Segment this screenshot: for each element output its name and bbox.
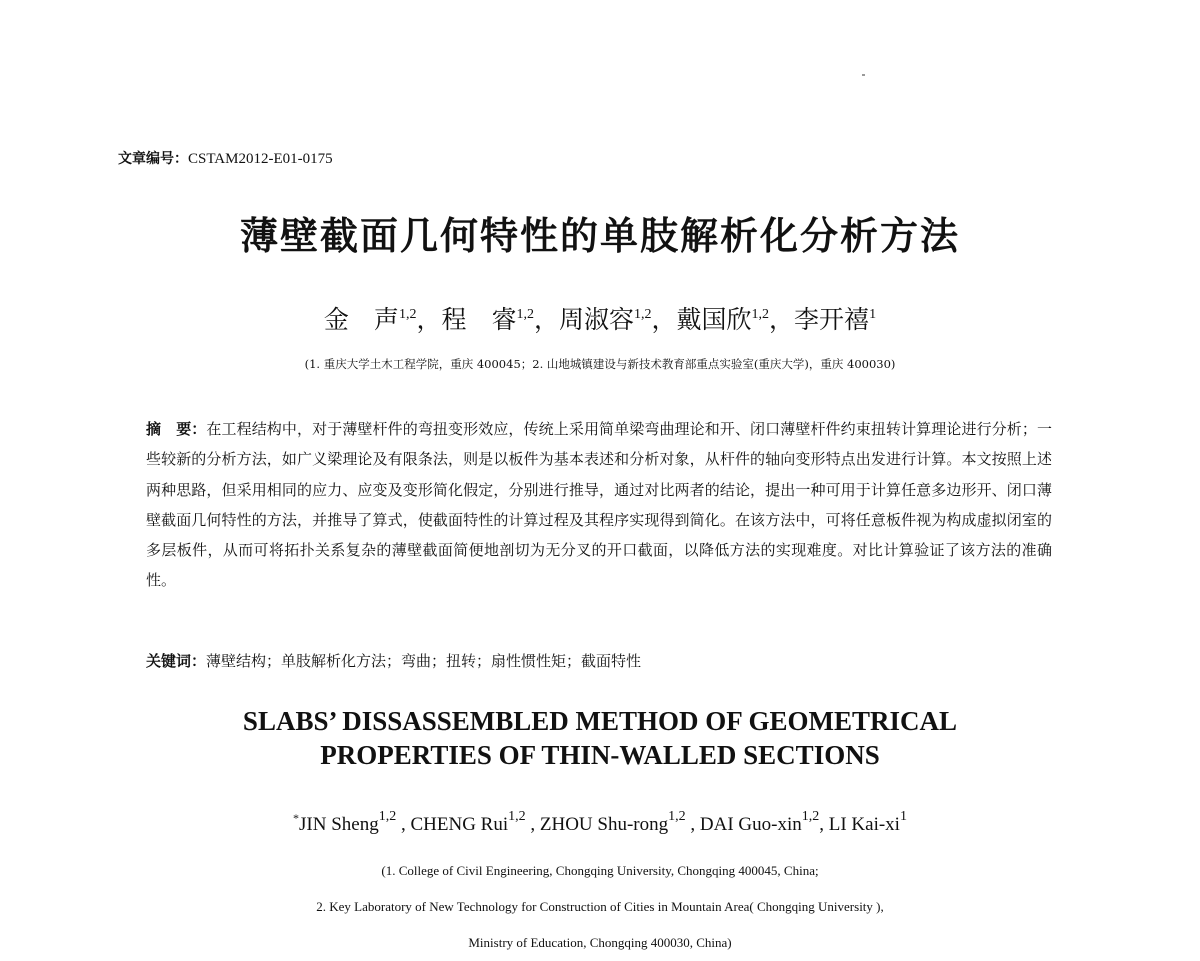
author-affil-sup: 1 — [899, 809, 907, 824]
author-separator: ， — [533, 305, 559, 334]
author-separator: , — [819, 814, 829, 835]
author-affil-sup: 1 — [869, 307, 877, 322]
article-number — [118, 148, 333, 168]
affiliation-line: Ministry of Education, Chongqing 400030, China) — [468, 935, 732, 950]
chinese-title: 薄壁截面几何特性的单肢解析化分析方法 — [239, 214, 960, 258]
abstract-text: 在工程结构中，对于薄壁杆件的弯扭变形效应，传统上采用简单梁弯曲理论和开、闭口薄壁杆件约束扭转计算理论进行分析；一些较新的分析方法，如广义梁理论及有限条法，则是以板件为基本表述和分析对象，从杆件的轴向变形特点出发进行计算。本文按照上述两种思路，但采用相同的应力、应变及变形简化假定，分别进行推导，通过对比两者的结论，提出一种可用于计算任意多边形开、闭口薄壁截面几何特性的方法，并推导了算式，使截面特性的计算过程及其程序实现得到简化。在该方法中，可将任意板件视为构成虚拟闭室的多层板件，从而可将拓扑关系复杂的薄壁截面简便地剖切为无分叉的开口截面，以降低方法的实现难度。对比计算验证了该方法的准确性。 — [146, 420, 1052, 590]
author-affil-sup: 1,2 — [508, 809, 526, 824]
keywords-label: 关键词： — [146, 652, 207, 670]
english-title — [0, 704, 1200, 772]
author-name: LI Kai-xi — [828, 814, 900, 835]
english-title-line: SLABS’ DISSASSEMBLED METHOD OF GEOMETRICAL — [242, 706, 958, 736]
author-affil-sup: 1,2 — [801, 809, 820, 824]
author-separator: ， — [769, 305, 795, 334]
author-name: DAI Guo-xin — [699, 814, 802, 835]
author-name: 周淑容 — [558, 305, 634, 334]
author-separator: , — [525, 814, 540, 835]
english-authors — [0, 809, 1200, 836]
affiliation-line: 2. Key Laboratory of New Technology for Construction of Cities in Mountain Area( Chongqing University ), — [316, 899, 884, 914]
author-name: 戴国欣 — [676, 305, 752, 334]
english-affiliation — [0, 853, 1200, 961]
author-name: ZHOU Shu-rong — [539, 814, 669, 835]
corresponding-author-mark: * — [293, 811, 300, 825]
author-name: 程 睿 — [441, 305, 517, 334]
scan-speck — [862, 74, 865, 76]
affiliation-line: (1. College of Civil Engineering, Chongqing University, Chongqing 400045, China; — [381, 863, 819, 878]
chinese-authors — [0, 300, 1200, 336]
keywords-text: 薄壁结构；单肢解析化方法；弯曲；扭转；扇性惯性矩；截面特性 — [206, 652, 642, 670]
author-name: CHENG Rui — [410, 814, 509, 835]
english-title-line: PROPERTIES OF THIN-WALLED SECTIONS — [320, 740, 880, 770]
author-affil-sup: 1,2 — [398, 307, 417, 322]
chinese-keywords — [146, 650, 1052, 671]
author-affil-sup: 1,2 — [378, 809, 397, 824]
author-separator: ， — [416, 305, 442, 334]
chinese-abstract — [146, 414, 1052, 596]
author-affil-sup: 1,2 — [668, 809, 686, 824]
article-number-label: 文章编号： — [118, 151, 188, 167]
author-separator: , — [685, 814, 700, 835]
author-affil-sup: 1,2 — [516, 307, 534, 322]
author-name: 李开禧 — [794, 305, 870, 334]
article-number-value: CSTAM2012-E01-0175 — [188, 151, 333, 167]
author-affil-sup: 1,2 — [751, 307, 770, 322]
author-name: JIN Sheng — [299, 814, 379, 835]
author-separator: , — [396, 814, 411, 835]
author-affil-sup: 1,2 — [634, 307, 652, 322]
abstract-label: 摘 要： — [146, 420, 207, 438]
author-name: 金 声 — [323, 305, 399, 334]
author-separator: ， — [651, 305, 677, 334]
chinese-affiliation: (1. 重庆大学土木工程学院，重庆 400045；2. 山地城镇建设与新技术教育部重点实验室(重庆大学)，重庆 400030) — [304, 357, 896, 371]
